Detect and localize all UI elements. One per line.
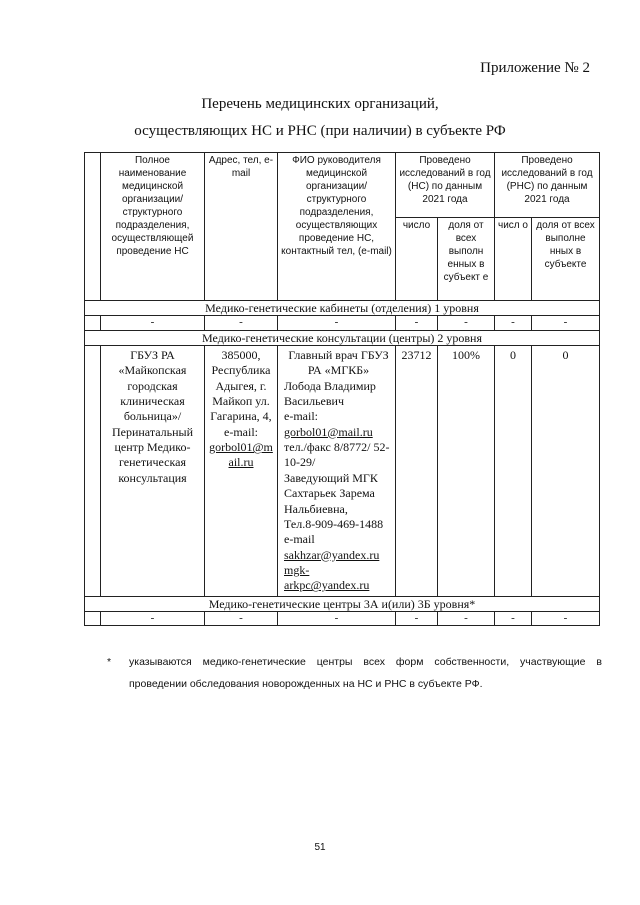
empty-row [85,612,600,626]
section-title: Медико-генетические консультации (центры) 2 уровня [85,330,600,345]
cell [85,316,101,330]
head-phone: тел./факс 8/8772/ 52-10-29/ [284,440,390,470]
empty-row [85,316,600,330]
document-title: Перечень медицинских организаций, [201,96,439,112]
department-phone: Тел.8-909-469-1488 [284,516,384,531]
footnote-mark: * [107,656,112,668]
address-email-link[interactable]: gorbol01@mail.ru [209,440,273,470]
section-row-level2 [85,330,600,345]
dash-cell: - [396,316,438,330]
ns-share: 100% [438,345,495,596]
mgk-email-link[interactable]: mgk-arkpc@yandex.ru [284,563,370,593]
dash-cell: - [532,316,600,330]
section-title: Медико-генетические кабинеты (отделения) 1 уровня [85,301,600,316]
header-address: Адрес, тел, e-mail [205,153,278,301]
section-title: Медико-генетические центры 3А и(или) 3Б уровня* [85,596,600,611]
dash-cell: - [205,612,278,626]
email-label: e-mail [284,532,315,547]
footnote-text: указываются медико-генетические центры всех форм собственности, участвующие в проведении обследования новорожденных на НС и РНС в субъекте РФ. [129,656,602,691]
document-subtitle: осуществляющих НС и РНС (при наличии) в субъекте РФ [134,123,506,139]
cell [85,345,101,596]
blank-corner-cell [85,153,101,301]
organizations-table [84,152,600,626]
footnote [107,651,602,695]
org-address [205,345,278,596]
dash-cell: - [495,612,532,626]
header-rns-count: числ о [495,218,532,301]
dash-cell: - [101,612,205,626]
dash-cell: - [278,612,396,626]
ns-count: 23712 [396,345,438,596]
header-ns-count: число [396,218,438,301]
rns-count: 0 [495,345,532,596]
head-name: Лобода Владимир Васильевич [284,378,376,409]
address-text: 385000, Республика Адыгея, г. Майкоп ул. Гагарина, 4, e-mail: [210,347,272,439]
header-name: Полное наименование медицинской организации/ структурного подразделения, осуществляющей проведение НС [101,153,205,301]
organization-row [85,345,600,596]
department-head: Заведующий МГК Сахтарьек Зарема Нальбиевна, [284,470,378,516]
org-head-contacts [278,345,396,596]
org-name: ГБУЗ РА «Майкопская городская клиническая больница»/ Перинатальный центр Медико-генетическая консультация [101,345,205,596]
appendix-label: Приложение № 2 [480,60,590,76]
dash-cell: - [205,316,278,330]
dash-cell: - [495,316,532,330]
section-row-level1 [85,301,600,316]
page-number: 51 [314,842,326,853]
dash-cell: - [532,612,600,626]
dash-cell: - [101,316,205,330]
cell [85,612,101,626]
dash-cell: - [438,316,495,330]
head-title: Главный врач ГБУЗ РА «МГКБ» [288,347,389,378]
dash-cell: - [438,612,495,626]
dash-cell: - [278,316,396,330]
rns-share: 0 [532,345,600,596]
header-ns-share: доля от всех выполн енных в субъект е [438,218,495,301]
head-email-link[interactable]: gorbol01@mail.ru [284,424,373,439]
table-header-row [85,153,600,218]
dash-cell: - [396,612,438,626]
department-email-link[interactable]: sakhzar@yandex.ru [284,547,380,562]
header-rns-share: доля от всех выполне нных в субъекте [532,218,600,301]
section-row-level3 [85,596,600,611]
header-head: ФИО руководителя медицинской организации/ структурного подразделения, осуществляющих проведение НС, контактный тел, (e-mail) [278,153,396,301]
header-rns: Проведено исследований в год (РНС) по данным 2021 года [495,153,600,218]
email-label: e-mail: [284,409,318,424]
header-ns: Проведено исследований в год (НС) по данным 2021 года [396,153,495,218]
